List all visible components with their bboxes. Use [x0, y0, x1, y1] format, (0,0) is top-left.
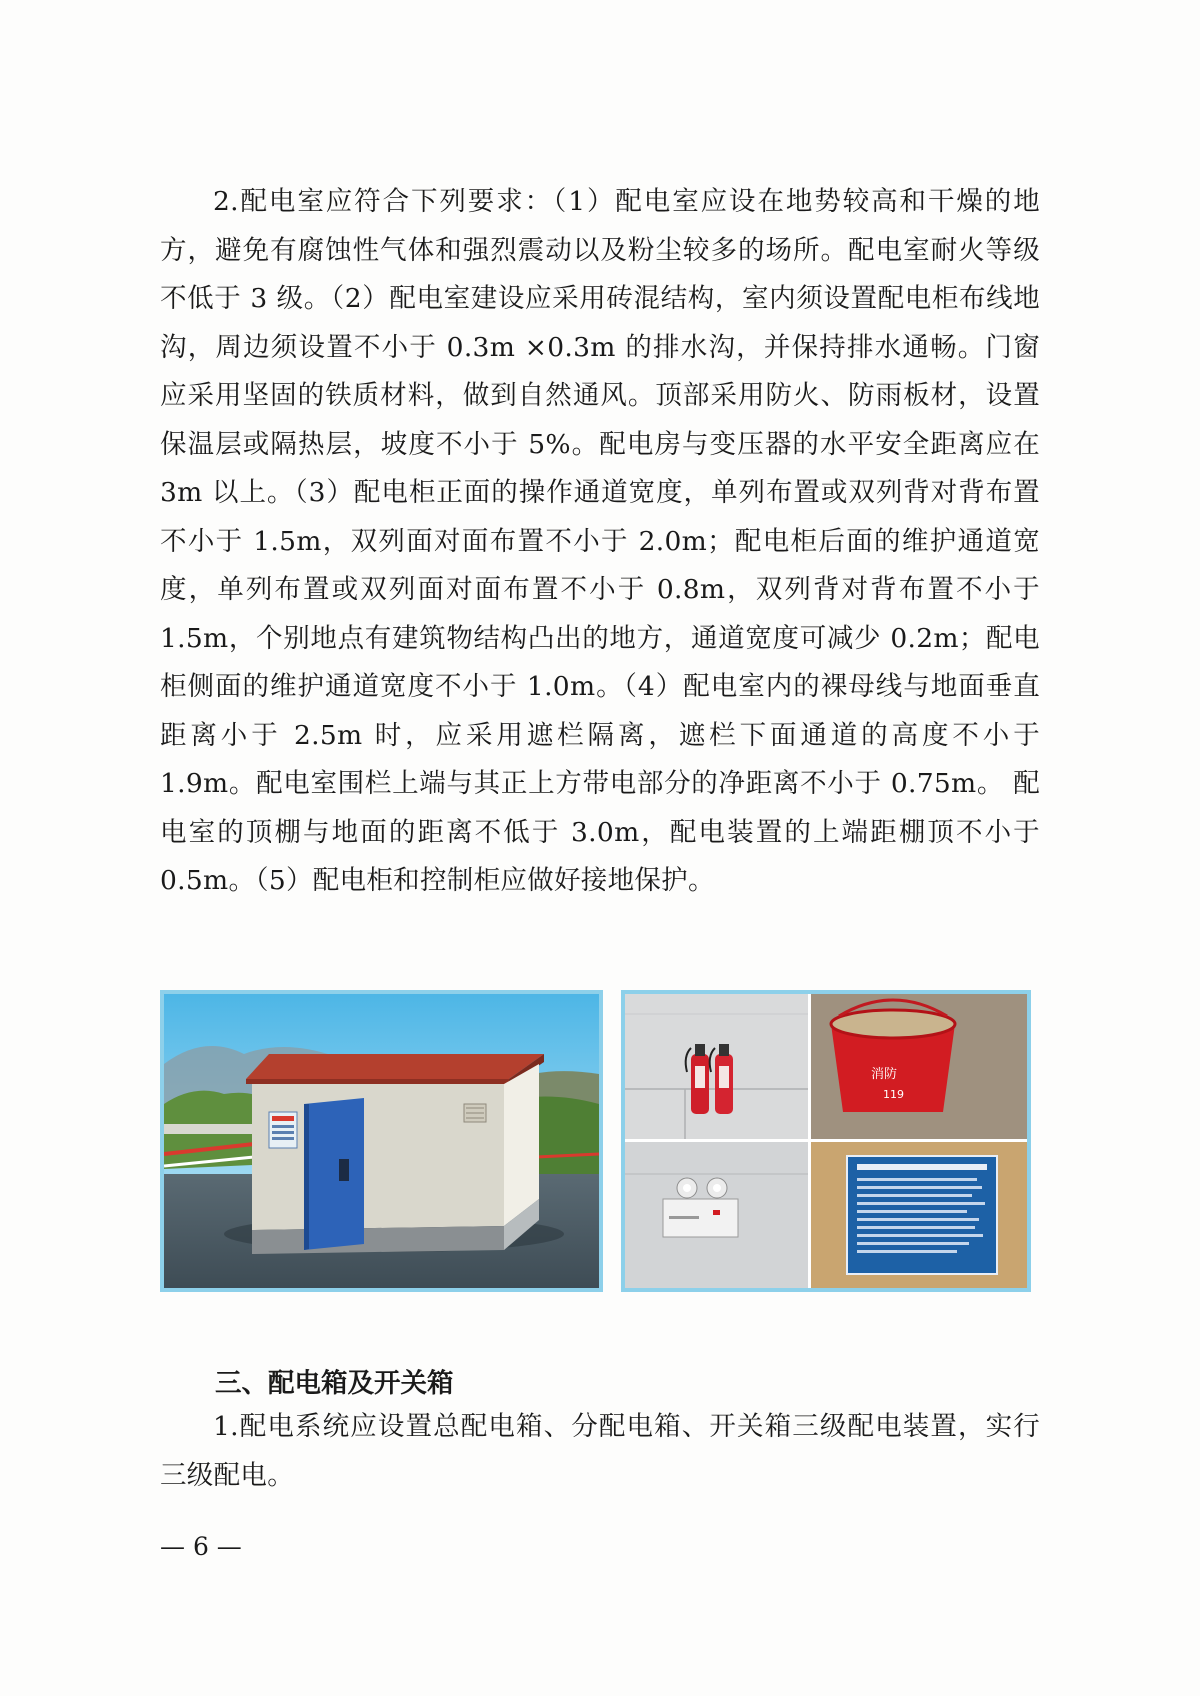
bucket-label: 消防	[871, 1067, 898, 1082]
photo-distribution-room-exterior	[160, 990, 603, 1292]
paragraph-three-level-distribution: 1.配电系统应设置总配电箱、分配电箱、开关箱三级配电装置，实行三级配电。	[160, 1411, 1040, 1491]
body-text	[160, 178, 1040, 906]
paragraph-distribution-room-requirements: 2.配电室应符合下列要求：（1）配电室应设在地势较高和干燥的地方，避免有腐蚀性气体和强烈震动以及粉尘较多的场所。配电室耐火等级不低于 3 级。（2）配电室建设应采用砖混结构，室内须设置配电柜布线地沟，周边须设置不小于 0.3m ×0.3m 的排水沟，并保持排水通畅。门窗应采用坚固的铁质材料，做到自然通风。顶部采用防火、防雨板材，设置保温层或隔热层，坡度不小于 5%。配电房与变压器的水平安全距离应在 3m 以上。（3）配电柜正面的操作通道宽度，单列布置或双列背对背布置不小于 1.5m，双列面对面布置不小于 2.0m；配电柜后面的维护通道宽度，单列布置或双列面对面布置不小于 0.8m，双列背对背布置不小于 1.5m，个别地点有建筑物结构凸出的地方，通道宽度可减少 0.2m；配电柜侧面的维护通道宽度不小于 1.0m。（4）配电室内的裸母线与地面垂直距离小于 2.5m 时，应采用遮栏隔离，遮栏下面通道的高度不小于 1.9m。配电室围栏上端与其正上方带电部分的净距离不小于 0.75m。 配电室的顶棚与地面的距离不低于 3.0m，配电装置的上端距棚顶不小于 0.5m。（5）配电柜和控制柜应做好接地保护。	[160, 186, 1040, 896]
photo-fire-equipment	[621, 990, 1031, 1292]
section-body-text	[160, 1403, 1040, 1500]
distribution-room-illustration	[164, 994, 599, 1288]
fire-equipment-collage	[625, 994, 1027, 1288]
section-heading: 三、配电箱及开关箱	[215, 1368, 454, 1399]
page-number: — 6 —	[160, 1532, 242, 1561]
bucket-number: 119	[883, 1088, 904, 1101]
